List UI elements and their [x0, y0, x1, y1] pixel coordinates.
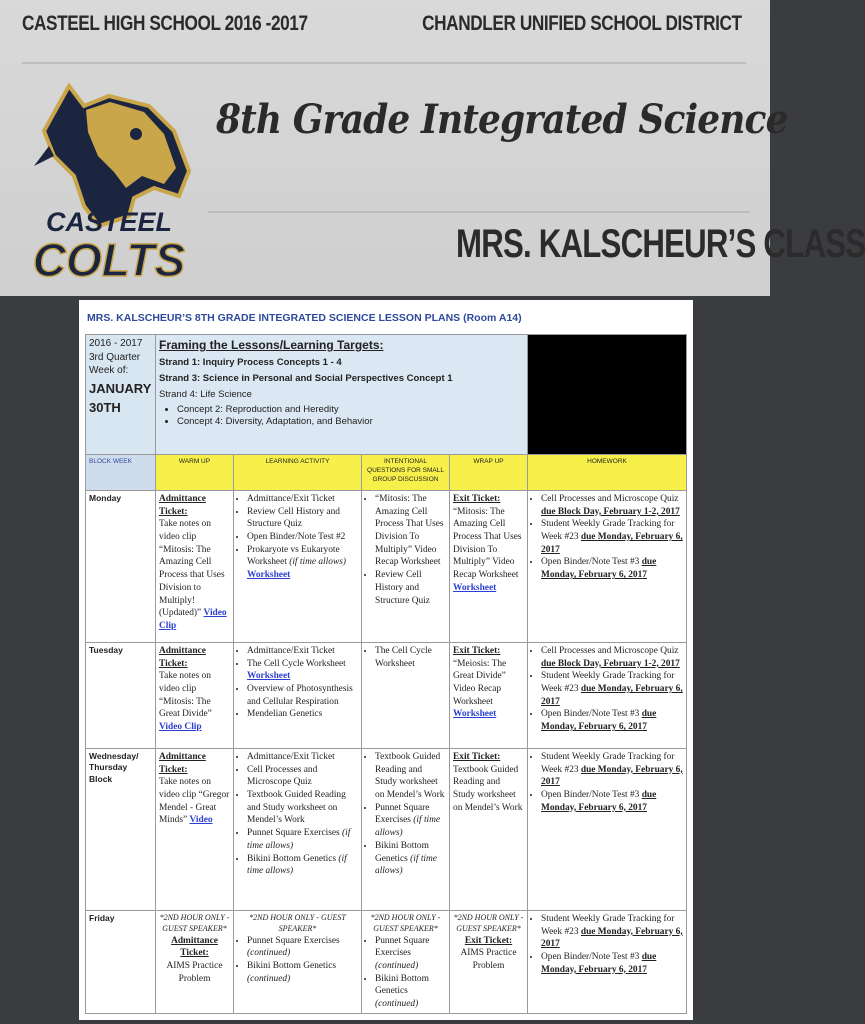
list-item — [541, 556, 683, 581]
school-year: 2016 - 2017 — [89, 338, 143, 349]
wrap-up-text: “Meiosis: The Great Divide” Video Recap Worksheet — [453, 658, 507, 707]
due-date: due Monday, February 6, 2017 — [541, 790, 657, 813]
list-item — [247, 827, 358, 852]
guest-speaker-note: *2ND HOUR ONLY - GUEST SPEAKER* — [370, 913, 441, 933]
list-item-text: Bikini Bottom Genetics — [375, 840, 429, 864]
quarter: 3rd Quarter — [89, 351, 141, 363]
list-item — [541, 751, 683, 789]
warm-up-cell — [156, 911, 234, 1014]
wrap-up-cell — [450, 749, 528, 911]
list-item — [247, 935, 358, 960]
list-item — [247, 960, 358, 985]
admittance-ticket-label: Admittance Ticket: — [171, 935, 218, 959]
wrap-up-cell — [450, 643, 528, 749]
homework-text: Student Weekly Grade Tracking for Week #23 — [541, 914, 675, 937]
wrap-up-text: Textbook Guided Reading and Study worksheet on Mendel’s Work — [453, 764, 523, 813]
list-item: • The Cell Cycle Worksheet — [375, 645, 446, 670]
concept-4: • Concept 4: Diversity, Adaptation, and Behavior — [177, 416, 524, 429]
homework-text: Open Binder/Note Test #3 — [541, 709, 640, 720]
day-label: Monday — [86, 491, 156, 643]
list-item — [541, 518, 683, 556]
questions-cell — [362, 749, 450, 911]
list-item — [541, 789, 683, 814]
school-name: CASTEEL HIGH SCHOOL 2016 -2017 — [22, 12, 308, 35]
list-item — [541, 913, 683, 951]
strand-1: Strand 1: Inquiry Process Concepts 1 - 4 — [159, 357, 342, 369]
worksheet-link[interactable]: Worksheet — [453, 582, 497, 593]
questions-cell — [362, 643, 450, 749]
list-item — [375, 802, 446, 840]
table-row — [86, 643, 687, 749]
list-item — [541, 670, 683, 708]
note: (if time allows) — [375, 815, 441, 839]
video-clip-link[interactable]: Video Clip — [159, 608, 227, 631]
divider — [208, 211, 750, 213]
note: (if time allows) — [247, 828, 351, 851]
list-item — [375, 935, 446, 973]
homework-text: Student Weekly Grade Tracking for Week #23 — [541, 671, 675, 695]
warm-up-cell — [156, 643, 234, 749]
exit-ticket-label: Exit Ticket: — [453, 752, 501, 762]
list-item-text: Punnet Square Exercises — [375, 935, 430, 959]
video-link[interactable]: Video — [189, 815, 213, 826]
warm-up-cell — [156, 749, 234, 911]
list-item: • Overview of Photosynthesis and Cellular Respiration — [247, 683, 358, 708]
week-day: 30TH — [89, 400, 121, 416]
warm-up-text: Take notes on video clip “Mitosis: The Amazing Cell Process that Uses Division to Multiply! (Updated)” — [159, 519, 225, 619]
day-label: Wednesday/ Thursday Block — [86, 749, 156, 911]
district-name: CHANDLER UNIFIED SCHOOL DISTRICT — [422, 12, 742, 35]
homework-text: Cell Processes and Microscope Quiz — [541, 494, 679, 504]
learning-activity-cell — [234, 911, 362, 1014]
note: (continued) — [375, 999, 419, 1010]
list-item-text: Bikini Bottom Genetics — [247, 853, 337, 864]
homework-text: Cell Processes and Microscope Quiz — [541, 646, 679, 656]
warm-up-text: AIMS Practice Problem — [166, 960, 223, 984]
warm-up-cell — [156, 491, 234, 643]
list-item — [247, 853, 358, 878]
note: (continued) — [375, 960, 419, 971]
due-date: due Block Day, February 1-2, 2017 — [541, 658, 680, 669]
learning-activity-cell — [234, 643, 362, 749]
exit-ticket-label: Exit Ticket: — [453, 494, 501, 504]
list-item — [541, 645, 683, 670]
logo-text-top: CASTEEL — [45, 207, 173, 237]
admittance-ticket-label: Admittance Ticket: — [159, 752, 206, 775]
homework-cell — [528, 643, 687, 749]
col-warm-up: WARM UP — [156, 455, 234, 491]
list-item — [541, 951, 683, 976]
worksheet-link[interactable]: Worksheet — [247, 570, 291, 581]
logo-text-bottom: COLTS — [32, 234, 186, 286]
list-item: • Cell Processes and Microscope Quiz — [247, 764, 358, 789]
admittance-ticket-label: Admittance Ticket: — [159, 494, 206, 517]
exit-ticket-label: Exit Ticket: — [453, 646, 501, 656]
note: (continued) — [247, 973, 291, 984]
lesson-plan-sheet — [79, 300, 693, 1020]
learning-activity-cell — [234, 491, 362, 643]
col-wrap-up: WRAP UP — [450, 455, 528, 491]
note: (if time allows) — [289, 557, 346, 568]
warm-up-text: Take notes on video clip “Gregor Mendel - Great Minds” — [159, 777, 230, 826]
class-name: MRS. KALSCHEUR’S CLASS — [456, 222, 865, 266]
lesson-plan-table — [85, 334, 687, 1014]
course-title: 8th Grade Integrated Science — [216, 96, 788, 143]
worksheet-link[interactable]: Worksheet — [247, 671, 291, 682]
guest-speaker-note: *2ND HOUR ONLY - GUEST SPEAKER* — [249, 913, 346, 933]
due-date: due Monday, February 6, 2017 — [541, 709, 657, 733]
divider — [22, 62, 746, 64]
list-item: • Mendelian Genetics — [247, 708, 358, 721]
questions-cell — [362, 911, 450, 1014]
list-item-text: Punnet Square Exercises — [247, 828, 340, 839]
video-clip-link[interactable]: Video Clip — [159, 722, 202, 733]
framing-cell — [156, 335, 528, 455]
list-item — [247, 544, 358, 582]
day-label: Friday — [86, 911, 156, 1014]
table-row — [86, 911, 687, 1014]
redacted-block — [528, 335, 687, 455]
learning-activity-cell — [234, 749, 362, 911]
col-intentional-questions: INTENTIONAL QUESTIONS FOR SMALL GROUP DISCUSSION — [362, 455, 450, 491]
list-item: • Review Cell History and Structure Quiz — [375, 569, 446, 607]
week-month: JANUARY — [89, 380, 152, 396]
table-row — [86, 491, 687, 643]
list-item — [541, 493, 683, 518]
exit-ticket-label: Exit Ticket: — [464, 935, 513, 946]
homework-cell — [528, 911, 687, 1014]
list-item-text: The Cell Cycle Worksheet — [247, 658, 346, 669]
list-item: • Admittance/Exit Ticket — [247, 493, 358, 506]
admittance-ticket-label: Admittance Ticket: — [159, 646, 206, 669]
list-item-text: Prokaryote vs Eukaryote Worksheet — [247, 544, 340, 568]
strand-4: Strand 4: Life Science — [159, 388, 252, 400]
homework-text: Open Binder/Note Test #3 — [541, 952, 640, 963]
due-date: due Monday, February 6, 2017 — [541, 532, 683, 555]
note: (if time allows) — [247, 853, 347, 877]
concept-2: • Concept 2: Reproduction and Heredity — [177, 404, 524, 417]
worksheet-link[interactable]: Worksheet — [453, 709, 497, 720]
wrap-up-cell — [450, 911, 528, 1014]
col-block-week: BLOCK WEEK — [86, 455, 156, 491]
list-item — [375, 840, 446, 878]
wrap-up-text: “Mitosis: The Amazing Cell Process That Uses Division To Multiply” Video Recap Worksheet — [453, 506, 522, 581]
list-item-text: Punnet Square Exercises — [375, 802, 430, 826]
guest-speaker-note: *2ND HOUR ONLY - GUEST SPEAKER* — [453, 913, 524, 933]
list-item — [375, 973, 446, 1011]
list-item-text: Bikini Bottom Genetics — [375, 973, 429, 997]
guest-speaker-note: *2ND HOUR ONLY - GUEST SPEAKER* — [159, 913, 230, 933]
list-item: • Textbook Guided Reading and Study worksheet on Mendel’s Work — [375, 751, 446, 802]
due-date: due Monday, February 6, 2017 — [541, 557, 657, 581]
list-item — [541, 708, 683, 733]
list-item: • Admittance/Exit Ticket — [247, 645, 358, 658]
strand-3: Strand 3: Science in Personal and Social Perspectives Concept 1 — [159, 373, 453, 384]
col-learning-activity: LEARNING ACTIVITY — [234, 455, 362, 491]
header-banner — [0, 0, 865, 296]
homework-cell — [528, 491, 687, 643]
col-homework: HOMEWORK — [528, 455, 687, 491]
due-date: due Block Day, February 1-2, 2017 — [541, 506, 680, 517]
list-item: • Admittance/Exit Ticket — [247, 751, 358, 764]
colts-logo — [14, 76, 204, 288]
due-date: due Monday, February 6, 2017 — [541, 684, 683, 707]
due-date: due Monday, February 6, 2017 — [541, 764, 683, 788]
questions-cell — [362, 491, 450, 643]
week-meta — [86, 335, 156, 455]
wrap-up-cell — [450, 491, 528, 643]
due-date: due Monday, February 6, 2017 — [541, 952, 657, 975]
list-item: • Textbook Guided Reading and Study worksheet on Mendel’s Work — [247, 789, 358, 827]
list-item-text: Bikini Bottom Genetics — [247, 960, 337, 971]
note: (continued) — [247, 948, 291, 959]
list-item — [247, 658, 358, 683]
table-row — [86, 749, 687, 911]
homework-cell — [528, 749, 687, 911]
framing-heading: Framing the Lessons/Learning Targets: — [159, 338, 384, 352]
note: (if time allows) — [375, 853, 437, 877]
wrap-up-text: AIMS Practice Problem — [460, 948, 517, 971]
homework-text: Student Weekly Grade Tracking for Week #23 — [541, 752, 675, 775]
homework-text: Student Weekly Grade Tracking for Week #23 — [541, 519, 675, 543]
list-item: • Review Cell History and Structure Quiz — [247, 506, 358, 531]
homework-text: Open Binder/Note Test #3 — [541, 557, 640, 568]
week-of-label: Week of: — [89, 365, 129, 376]
day-label: Tuesday — [86, 643, 156, 749]
list-item-text: Punnet Square Exercises — [247, 935, 340, 946]
warm-up-text: Take notes on video clip “Mitosis: The Great Divide” — [159, 671, 212, 720]
homework-text: Open Binder/Note Test #3 — [541, 790, 640, 801]
sheet-title: MRS. KALSCHEUR’S 8TH GRADE INTEGRATED SCIENCE LESSON PLANS (Room A14) — [87, 312, 522, 324]
due-date: due Monday, February 6, 2017 — [541, 926, 683, 950]
list-item: • Open Binder/Note Test #2 — [247, 531, 358, 544]
list-item: • “Mitosis: The Amazing Cell Process That Uses Division To Multiply” Video Recap Worksheet — [375, 493, 446, 569]
